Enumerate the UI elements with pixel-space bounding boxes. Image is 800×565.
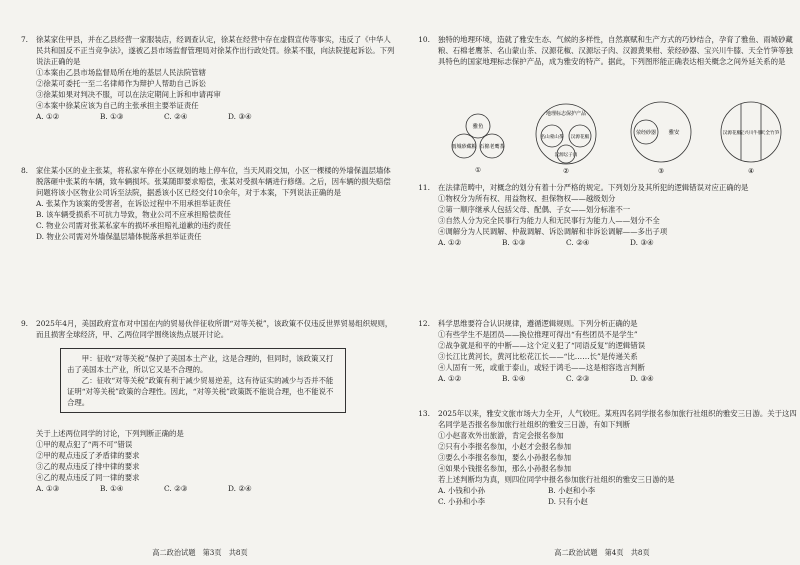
answer-options xyxy=(36,111,396,122)
option-c[interactable]: C. ②④ xyxy=(566,238,590,247)
choice[interactable]: A. 张某作为该案的受害者，在诉讼过程中不用承担举证责任 xyxy=(36,199,231,208)
answer-options xyxy=(36,483,396,494)
venn-diagrams xyxy=(436,98,796,176)
question-stem: 2025年以来，雅安文旅市场大力全开，人气较旺。某班四名同学报名参加旅行社组织的雅安三日游。关于这四名同学是否报名参加旅行社组织的雅安三日游，有如下判断 xyxy=(438,409,797,429)
d2-label-2: 名山蒙山茶 xyxy=(540,135,564,140)
question-8 xyxy=(4,165,396,242)
d2-label-4: 汉源坛子肉 xyxy=(554,153,578,158)
d2-label-3: 汉源花椒 xyxy=(570,135,590,140)
page-footer: 高二政治试题 第3页 共8页 xyxy=(152,548,248,557)
question-13 xyxy=(406,408,798,507)
d4-label-1: 汉源花椒 xyxy=(722,131,742,136)
option-a[interactable]: A. ①③ xyxy=(36,484,60,493)
option-d[interactable]: D. ③④ xyxy=(630,374,654,383)
statement: ③自然人分为完全民事行为能力人和无民事行为能力人——划分不全 xyxy=(438,216,660,225)
question-number: 11. xyxy=(418,183,430,192)
statement: ③徐某如果对判决不服，可以在法定期间上诉和申请再审 xyxy=(36,90,221,99)
question-number: 12. xyxy=(418,319,430,328)
statement: ①甲的观点犯了“两不可”错误 xyxy=(36,440,133,449)
diagram-4 xyxy=(721,102,781,175)
option-d[interactable]: D. ③④ xyxy=(228,112,252,121)
question-stem: 2025年4月，美国政府宣布对中国在内的贸易伙伴征收所谓“对等关税”，该政策不仅违反世界贸易组织规则，而且损害全球经济，甲、乙两位同学围绕该热点展开讨论。 xyxy=(36,319,393,339)
question-stem: 家住某小区的业主张某，将私家车停在小区规划的地上停车位，当天风雨交加，小区一棵楼的外墙保温层墙体脱落砸中张某的车辆，致车辆损坏。张某随即要求赔偿，张某对受损车辆进行修缮。之后，因车辆的损失赔偿问题将该小区物业公司诉至法院，据悉该小区已经交付10余年，对于本案，下列说法正确的是 xyxy=(36,166,391,197)
question-7 xyxy=(4,34,396,122)
d1-label-2: 雨城砂藏粮 xyxy=(451,144,477,150)
statement: ①小赵喜欢外出旅游，肯定会报名参加 xyxy=(438,431,564,440)
d1-label-3: 石棉老鹰茶 xyxy=(479,144,505,150)
question-number: 9. xyxy=(20,319,28,328)
choice[interactable]: D. 物业公司需对外墙保温层墙体脱落承担举证责任 xyxy=(36,232,202,241)
option-d[interactable]: D. ②④ xyxy=(228,484,252,493)
statement: ④如果小钱报名参加，那么小孙报名参加 xyxy=(438,464,572,473)
answer-options xyxy=(438,485,798,496)
option-d[interactable]: D. ③④ xyxy=(630,238,654,247)
d2-label-1: 地理标志保护产品 xyxy=(545,111,587,117)
statement: ④调解分为人民调解、仲裁调解、诉讼调解和非诉讼调解——多出子项 xyxy=(438,227,668,236)
option-c[interactable]: C. ②③ xyxy=(164,484,188,493)
d2-number: ② xyxy=(563,167,569,175)
option-c[interactable]: C. ②④ xyxy=(164,112,188,121)
question-stem: 科学思维要符合认识规律，遵循逻辑规则。下列分析正确的是 xyxy=(438,319,638,328)
answer-options xyxy=(438,373,798,384)
statement: ②徐某可委托一至二名律师作为辩护人帮助自己诉讼 xyxy=(36,79,206,88)
statement: ①有些学生不是团员——换位推理可得出“有些团员不是学生” xyxy=(438,330,638,339)
option-c[interactable]: C. ②③ xyxy=(566,374,590,383)
statement: ③要么小李报名参加，要么小孙报名参加 xyxy=(438,453,572,462)
statement: ④本案中徐某应该为自己的主张承担主要举证责任 xyxy=(36,101,199,110)
statement: ②甲的观点违反了矛盾律的要求 xyxy=(36,451,140,460)
choice[interactable]: B. 该车辆受损系不可抗力导致，物业公司不应承担赔偿责任 xyxy=(36,210,231,219)
statement: ②战争就是和平的中断——这个定义犯了“同语反复”的逻辑错误 xyxy=(438,341,646,350)
option-b[interactable]: B. ①③ xyxy=(502,238,526,247)
speaker-a-text: 甲：征收“对等关税”保护了美国本土产业，这是合理的，但同时，该政策又打击了美国本土产业，所以它又是不合理的。 xyxy=(67,354,334,374)
option-b[interactable]: B. ①④ xyxy=(100,484,124,493)
option-a[interactable]: A. ①② xyxy=(36,112,60,121)
d3-number: ③ xyxy=(658,167,664,175)
statement: ④人固有一死，或重于泰山，或轻于鸿毛——这是相容选言判断 xyxy=(438,363,645,372)
question-ask: 关于上述两位同学的讨论，下列判断正确的是 xyxy=(36,429,184,438)
option-a[interactable]: A. ①② xyxy=(438,238,462,247)
d1-number: ① xyxy=(475,166,481,174)
left-page xyxy=(4,0,396,565)
option-c[interactable]: C. 小孙和小李 xyxy=(438,497,486,506)
answer-options xyxy=(438,237,798,248)
d4-label-2: 宝兴川牛膝 xyxy=(739,131,763,136)
d4-label-3: 天全竹笋 xyxy=(760,131,780,136)
d1-label-1: 雅鱼 xyxy=(472,124,484,130)
question-11 xyxy=(406,182,798,248)
question-stem: 在法律范畴中，对概念的划分有着十分严格的规定。下列划分及其所犯的逻辑错误对应正确的是 xyxy=(438,183,749,192)
d4-number: ④ xyxy=(748,167,754,175)
answer-options xyxy=(438,496,798,507)
question-number: 10. xyxy=(418,35,430,44)
question-9-items xyxy=(4,428,396,494)
option-a[interactable]: A. 小钱和小孙 xyxy=(438,486,485,495)
question-10 xyxy=(406,34,798,67)
statement: ①物权分为所有权、用益物权、担保物权——越级划分 xyxy=(438,194,616,203)
option-a[interactable]: A. ①② xyxy=(438,374,462,383)
option-b[interactable]: B. ①④ xyxy=(502,374,526,383)
page-footer: 高二政治试题 第4页 共8页 xyxy=(554,548,650,557)
question-stem: 徐某家住甲县，并在乙县经营一家服装店，经调查认定，徐某在经营中存在虚假宣传等事实，违反了《中华人民共和国反不正当竞争法》，遂被乙县市场监督管理局对徐某作出行政处罚。徐某不服，向法院提起诉讼。下列说法正确的是 xyxy=(36,35,395,66)
statement: ②只有小李报名参加，小赵才会报名参加 xyxy=(438,442,572,451)
statement: ③乙的观点违反了排中律的要求 xyxy=(36,462,140,471)
question-9 xyxy=(4,318,396,340)
question-number: 8. xyxy=(20,166,28,175)
d3-label-1: 荥经砂器 xyxy=(635,130,657,136)
statement: ②第一顺序继承人包括父母、配偶、子女——划分标准不一 xyxy=(438,205,631,214)
question-ask: 若上述判断均为真，则四位同学中报名参加旅行社组织的雅安三日游的是 xyxy=(438,475,675,484)
statement: ③长江比黄河长，黄河比松花江长——“比……长”是传递关系 xyxy=(438,352,638,361)
statement: ④乙的观点违反了同一律的要求 xyxy=(36,473,140,482)
question-stem: 独特的地理环境，造就了雅安生态、气候的多样性，自然禀赋和生产方式的巧妙结合，孕育了雅鱼、雨城砂藏粮、石棉老鹰茶、名山蒙山茶、汉源花椒、汉源坛子肉、汉源黄果柑、荥经砂器、宝兴川牛膝、天全竹笋等独具特色的国家地理标志保护产品，成为雅安的特产。据此，下列图形能正确表达相关概念之间外延关系的是 xyxy=(438,35,793,66)
d3-label-2: 雅安 xyxy=(668,130,680,136)
question-number: 7. xyxy=(20,35,28,44)
option-b[interactable]: B. ①③ xyxy=(100,112,124,121)
option-b[interactable]: B. 小赵和小李 xyxy=(548,486,596,495)
choice[interactable]: C. 物业公司需对张某私家车的损坏承担赔礼道歉的违约责任 xyxy=(36,221,231,230)
statement: ①本案由乙县市场监督局所在地的基层人民法院管辖 xyxy=(36,68,206,77)
question-12 xyxy=(406,318,798,384)
speaker-b-text: 乙：征收“对等关税”政策有利于减少贸易逆差，这有待证实的减少与否并不能证明“对等关税”政策的合理性。因此，“对等关税”政策既不能说合理，也不能说不合理。 xyxy=(67,376,334,407)
right-page xyxy=(406,0,798,565)
diagram-3 xyxy=(631,102,691,175)
diagram-1 xyxy=(451,114,504,174)
option-d[interactable]: D. 只有小赵 xyxy=(548,497,588,506)
question-number: 13. xyxy=(418,409,430,418)
diagram-2 xyxy=(536,104,596,175)
dialogue-box xyxy=(60,348,346,413)
